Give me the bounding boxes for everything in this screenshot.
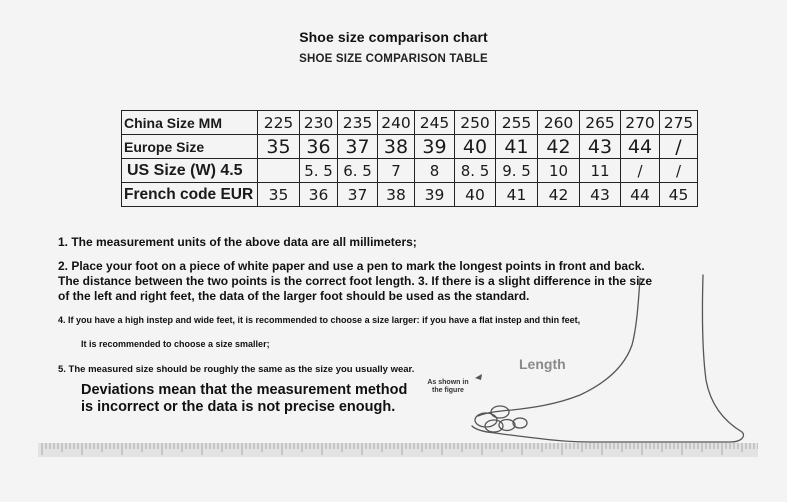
table-cell: 9. 5 — [496, 159, 538, 183]
table-cell: 41 — [496, 135, 538, 159]
table-cell: 38 — [378, 183, 415, 207]
table-cell: 235 — [338, 111, 378, 135]
note-units: 1. The measurement units of the above data are all millimeters; — [58, 235, 417, 249]
table-cell: 250 — [455, 111, 496, 135]
figure-caption: As shown in the figure — [427, 379, 469, 394]
table-row — [122, 183, 698, 207]
length-label: Length — [519, 356, 566, 372]
table-cell: 37 — [338, 135, 378, 159]
table-row — [122, 135, 698, 159]
table-cell: 45 — [660, 183, 698, 207]
table-cell: 35 — [258, 135, 300, 159]
table-cell: 10 — [538, 159, 580, 183]
note-instep: 4. If you have a high instep and wide feet, it is recommended to choose a size larger: if you have a flat instep and thin feet, — [58, 315, 581, 325]
table-cell: 8 — [415, 159, 455, 183]
row-label: US Size (W) 4.5 — [122, 159, 258, 183]
table-cell: 42 — [538, 183, 580, 207]
table-cell: 43 — [580, 183, 621, 207]
row-label: Europe Size — [122, 135, 258, 159]
table-cell: 37 — [338, 183, 378, 207]
row-label: French code EUR — [122, 183, 258, 207]
table-cell: / — [621, 159, 660, 183]
page-subtitle: SHOE SIZE COMPARISON TABLE — [299, 53, 488, 65]
note-measure-method: 2. Place your foot on a piece of white paper and use a pen to mark the longest points in front and back. The distance between the two points is the correct foot length. 3. If there is a slight difference in the size of the left and right feet, the data of the larger foot should be used as the standard. — [58, 259, 653, 303]
table-cell: 225 — [258, 111, 300, 135]
ruler-icon — [38, 440, 758, 462]
table-cell: 245 — [415, 111, 455, 135]
size-table — [121, 110, 698, 207]
table-cell: / — [660, 135, 698, 159]
table-cell: 44 — [621, 135, 660, 159]
table-cell: 5. 5 — [300, 159, 338, 183]
table-cell: 275 — [660, 111, 698, 135]
table-cell: 11 — [580, 159, 621, 183]
table-cell: 265 — [580, 111, 621, 135]
table-cell: 35 — [258, 183, 300, 207]
table-cell: 42 — [538, 135, 580, 159]
table-cell: 44 — [621, 183, 660, 207]
table-row — [122, 111, 698, 135]
note-instep-cont: It is recommended to choose a size smaller; — [81, 339, 270, 349]
table-cell: 40 — [455, 135, 496, 159]
note-deviation: Deviations mean that the measurement method is incorrect or the data is not precise enough. — [81, 382, 408, 415]
table-cell: / — [660, 159, 698, 183]
table-cell: 270 — [621, 111, 660, 135]
table-row — [122, 159, 698, 183]
table-cell: 41 — [496, 183, 538, 207]
table-cell: 6. 5 — [338, 159, 378, 183]
table-cell: 260 — [538, 111, 580, 135]
page-title: Shoe size comparison chart — [299, 29, 488, 45]
table-cell: 36 — [300, 135, 338, 159]
table-cell: 255 — [496, 111, 538, 135]
table-cell: 8. 5 — [455, 159, 496, 183]
table-cell: 240 — [378, 111, 415, 135]
row-label: China Size MM — [122, 111, 258, 135]
table-cell: 36 — [300, 183, 338, 207]
table-cell: 230 — [300, 111, 338, 135]
table-cell: 38 — [378, 135, 415, 159]
note-usual-size: 5. The measured size should be roughly the same as the size you usually wear. — [58, 364, 415, 375]
table-cell: 43 — [580, 135, 621, 159]
table-cell: 39 — [415, 183, 455, 207]
foot-outline-icon — [440, 270, 760, 450]
table-cell: 39 — [415, 135, 455, 159]
table-cell: 7 — [378, 159, 415, 183]
table-cell — [258, 159, 300, 183]
table-cell: 40 — [455, 183, 496, 207]
